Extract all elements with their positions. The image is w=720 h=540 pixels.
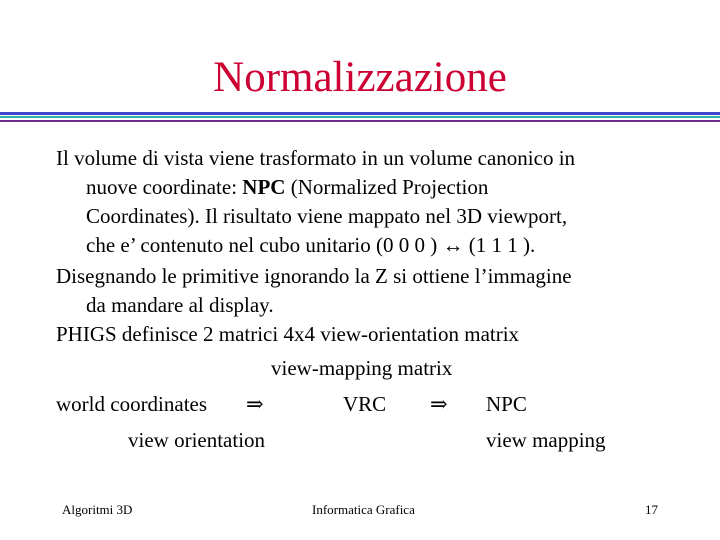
pipeline-world-coordinates: world coordinates (56, 392, 208, 416)
paragraph-3-line-2: view-mapping matrix (271, 356, 453, 380)
pipeline-view-mapping: view mapping (486, 428, 606, 452)
pipeline-view-orientation: view orientation (128, 428, 266, 452)
paragraph-1-line-4: che e’ contenuto nel cubo unitario (0 0 0 ) ↔ (1 1 1 ). (86, 233, 536, 257)
paragraph-1-line-2-pre: nuove coordinate: (86, 175, 243, 199)
paragraph-1-line-2-post: (Normalized Projection (285, 175, 489, 199)
footer-left: Algoritmi 3D (62, 502, 133, 517)
paragraph-2-line-2: da mandare al display. (86, 293, 274, 317)
paragraph-1-line-2 (86, 173, 488, 202)
paragraph-3-line-1: PHIGS definisce 2 matrici 4x4 view-orientation matrix (56, 322, 520, 346)
divider-line-teal (0, 116, 720, 118)
slide-title: Normalizzazione (213, 54, 507, 101)
implies-arrow-icon: ⇒ (430, 392, 448, 416)
divider-line-purple (0, 120, 720, 122)
divider-line-blue (0, 112, 720, 115)
paragraph-2-line-1: Disegnando le primitive ignorando la Z si ottiene l’immagine (56, 264, 572, 288)
title-divider (0, 112, 720, 124)
pipeline-vrc: VRC (343, 392, 387, 416)
implies-arrow-icon: ⇒ (246, 392, 264, 416)
footer-center: Informatica Grafica (312, 502, 415, 517)
npc-bold: NPC (242, 175, 286, 199)
pipeline-npc: NPC (486, 392, 527, 416)
paragraph-1-line-3: Coordinates). Il risultato viene mappato nel 3D viewport, (86, 204, 568, 228)
paragraph-1-line-1: Il volume di vista viene trasformato in un volume canonico in (56, 146, 576, 170)
page-number: 17 (645, 502, 658, 517)
